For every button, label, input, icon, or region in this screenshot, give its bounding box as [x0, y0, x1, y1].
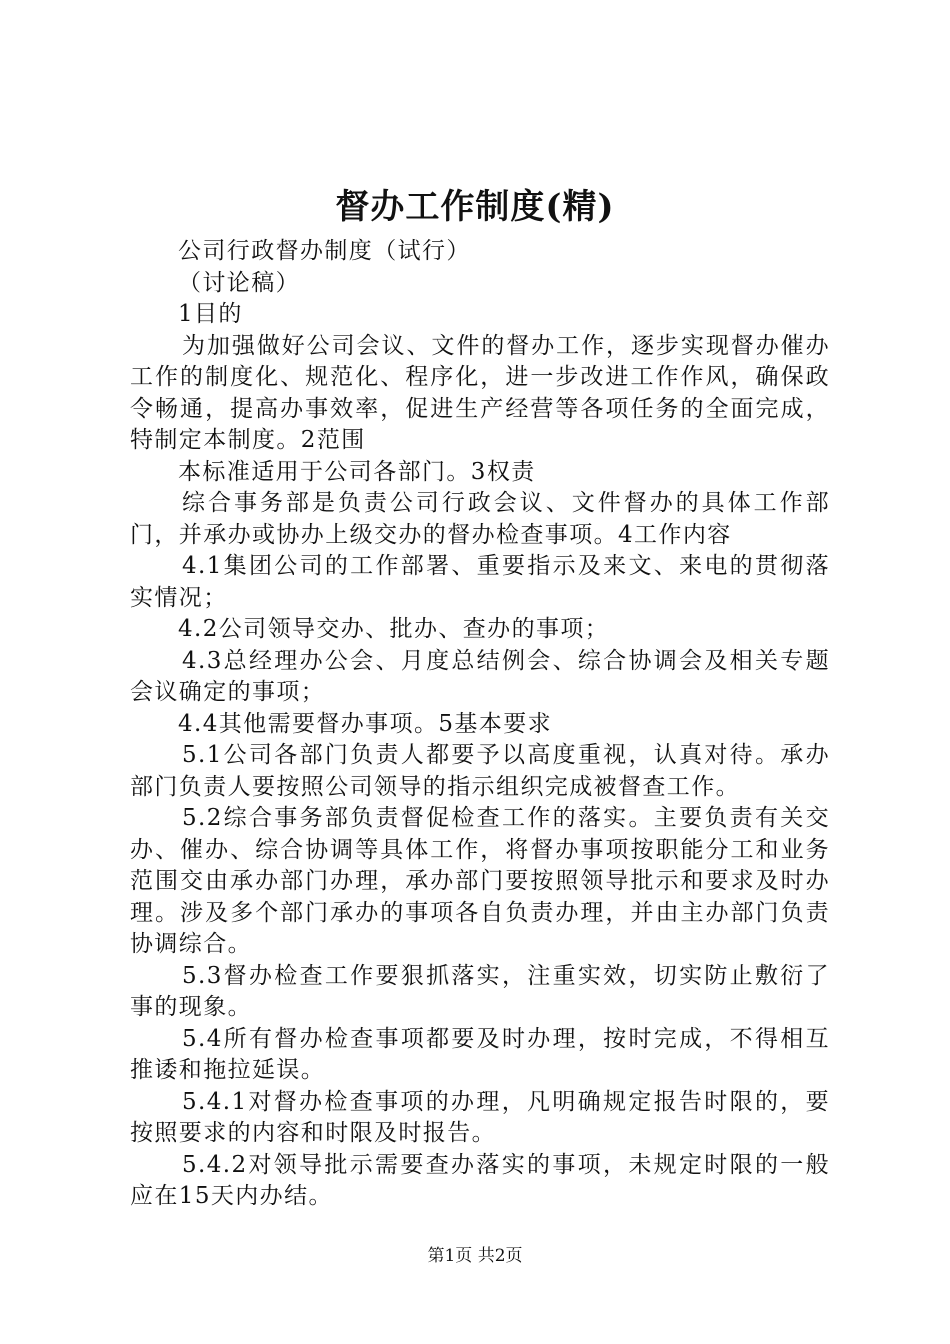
- paragraph-4-1: 4.1集团公司的工作部署、重要指示及来文、来电的贯彻落实情况；: [130, 553, 830, 611]
- paragraph-4-3: 4.3总经理办公会、月度总结例会、综合协调会及相关专题会议确定的事项；: [130, 647, 830, 705]
- document-body: [130, 236, 830, 1213]
- paragraph-5-3: 5.3督办检查工作要狠抓落实，注重实效，切实防止敷衍了事的现象。: [130, 962, 830, 1020]
- paragraph-4-2: 4.2公司领导交办、批办、查办的事项；: [178, 616, 610, 642]
- paragraph-5-4-2: 5.4.2对领导批示需要查办落实的事项，未规定时限的一般应在15天内办结。: [130, 1151, 830, 1209]
- paragraph-scope: 本标准适用于公司各部门。3权责: [178, 458, 536, 485]
- paragraph-5-1: 5.1公司各部门负责人都要予以高度重视，认真对待。承办部门负责人要按照公司领导的指示组织完成被督查工作。: [130, 742, 830, 800]
- paragraph-section-purpose: 1目的: [178, 301, 243, 327]
- paragraph-5-4: 5.4所有督办检查事项都要及时办理，按时完成，不得相互推诿和拖拉延误。: [130, 1025, 830, 1083]
- paragraph-5-2: 5.2综合事务部负责督促检查工作的落实。主要负责有关交办、催办、综合协调等具体工作，将督办事项按职能分工和业务范围交由承办部门办理，承办部门要按照领导批示和要求及时办理。涉及多个部门承办的事项各自负责办理，并由主办部门负责协调综合。: [130, 805, 830, 957]
- paragraph-responsibility: 综合事务部是负责公司行政会议、文件督办的具体工作部门，并承办或协办上级交办的督办检查事项。4工作内容: [130, 490, 830, 548]
- paragraph-subtitle: 公司行政督办制度（试行）: [178, 238, 471, 264]
- page-footer: 第1页 共2页: [427, 1246, 523, 1266]
- paragraph-purpose: 为加强做好公司会议、文件的督办工作，逐步实现督办催办工作的制度化、规范化、程序化，进一步改进工作作风，确保政令畅通，提高办事效率，促进生产经营等各项任务的全面完成，特制定本制度。2范围: [130, 332, 830, 453]
- paragraph-5-4-1: 5.4.1对督办检查事项的办理，凡明确规定报告时限的，要按照要求的内容和时限及时报告。: [130, 1088, 830, 1146]
- document-title: 督办工作制度(精): [335, 187, 615, 227]
- paragraph-4-4: 4.4其他需要督办事项。5基本要求: [178, 710, 553, 737]
- paragraph-draft-note: （讨论稿）: [178, 269, 300, 296]
